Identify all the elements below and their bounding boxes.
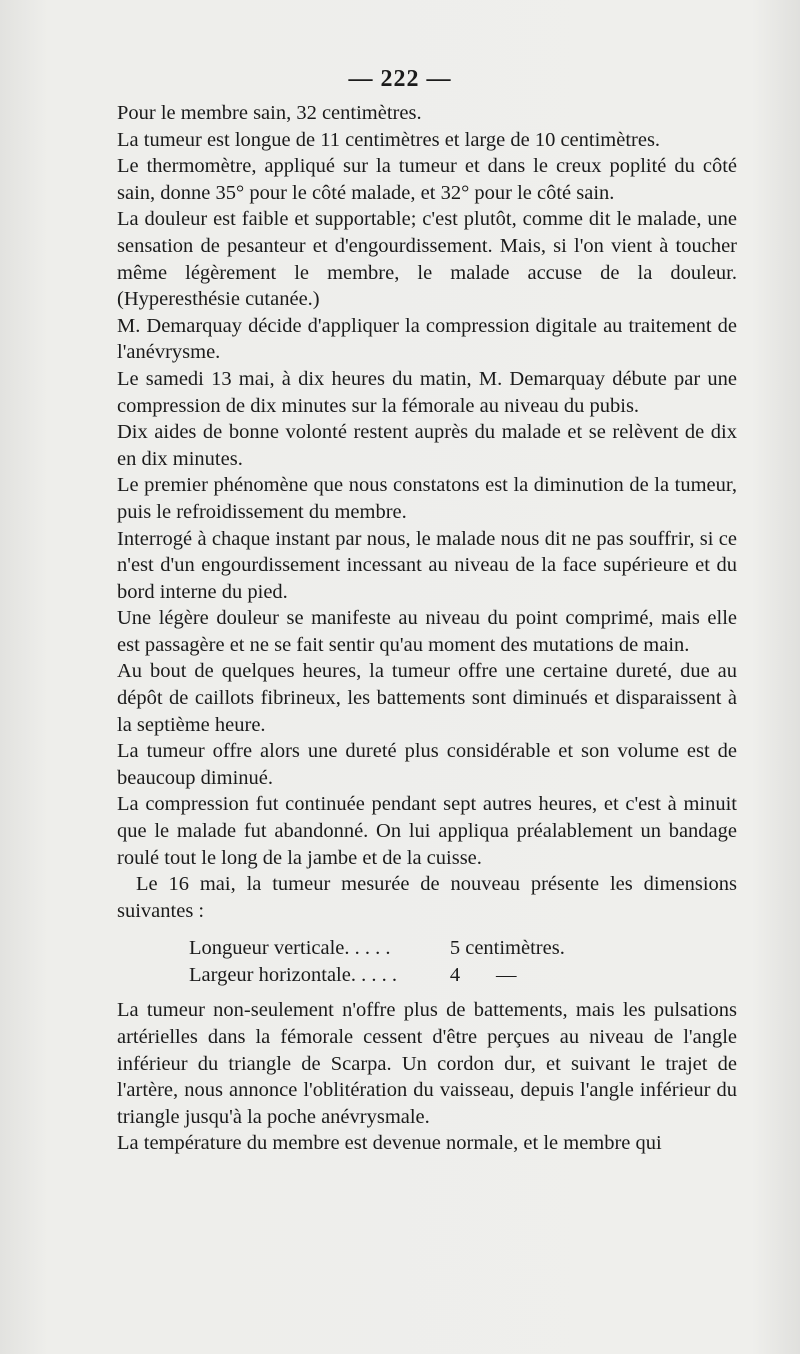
measurement-value: 5 centimètres. — [449, 937, 565, 960]
paragraph: La tumeur est longue de 11 centimètres et large de 10 centimètres. — [117, 128, 661, 151]
paragraph: Au bout de quelques heures, la tumeur offre une certaine dureté, due au dépôt de caillots fibrineux, les battements sont diminués et disparaissent à la septième heure. — [117, 660, 737, 736]
paragraph: La température du membre est devenue normale, et le membre qui — [117, 1132, 662, 1155]
paragraph: Le thermomètre, appliqué sur la tumeur et dans le creux poplité du côté sain, donne 35° pour le côté malade, et 32° pour le côté sain. — [117, 155, 737, 204]
paragraph: Le 16 mai, la tumeur mesurée de nouveau présente les dimensions suivantes : — [117, 873, 737, 922]
measurements-table — [189, 935, 609, 989]
page-number: — 222 — — [348, 66, 452, 92]
measurement-label: Longueur verticale. . . . . — [189, 937, 391, 960]
measurement-value: 4 — — [449, 964, 517, 987]
measurement-row — [189, 962, 609, 989]
paragraph: Une légère douleur se manifeste au niveau du point comprimé, mais elle est passagère et ne se fait sentir qu'au moment des mutations de main. — [117, 607, 737, 656]
paragraph: Le samedi 13 mai, à dix heures du matin, M. Demarquay débute par une compression de dix minutes sur la fémorale au niveau du pubis. — [117, 367, 737, 417]
measurement-row — [189, 935, 609, 962]
paragraph: Le premier phénomène que nous constatons est la diminution de la tumeur, puis le refroidissement du membre. — [117, 474, 737, 523]
paragraph: La tumeur offre alors une dureté plus considérable et son volume est de beaucoup diminué. — [117, 740, 737, 789]
paragraph: La compression fut continuée pendant sept autres heures, et c'est à minuit que le malade fut abandonné. On lui appliqua préalablement un bandage roulé tout le long de la jambe et de la cuisse. — [117, 793, 737, 869]
body-text — [117, 100, 737, 1157]
paragraph: M. Demarquay décide d'appliquer la compression digitale au traitement de l'anévrysme. — [117, 314, 737, 364]
paragraph: Pour le membre sain, 32 centimètres. — [117, 102, 422, 124]
measurement-label: Largeur horizontale. . . . . — [189, 964, 397, 987]
paragraph: Interrogé à chaque instant par nous, le malade nous dit ne pas souffrir, si ce n'est d'un engourdissement incessant au niveau de la face supérieure et du bord interne du pied. — [117, 527, 737, 603]
paragraph: Dix aides de bonne volonté restent auprès du malade et se relèvent de dix en dix minutes. — [117, 421, 737, 470]
paragraph: La douleur est faible et supportable; c'est plutôt, comme dit le malade, une sensation de pesanteur et d'engourdissement. Mais, si l'on vient à toucher même légèrement le membre, le malade accuse de la douleur. (Hyperesthésie cutanée.) — [117, 208, 737, 311]
paragraph: La tumeur non-seulement n'offre plus de battements, mais les pulsations artérielles dans la fémorale cessent d'être perçues au niveau de l'angle inférieur du triangle de Scarpa. Un cordon dur, et suivant le trajet de l'artère, nous annonce l'oblitération du vaisseau, depuis l'angle inférieur du triangle jusqu'à la poche anévrysmale. — [117, 999, 737, 1128]
